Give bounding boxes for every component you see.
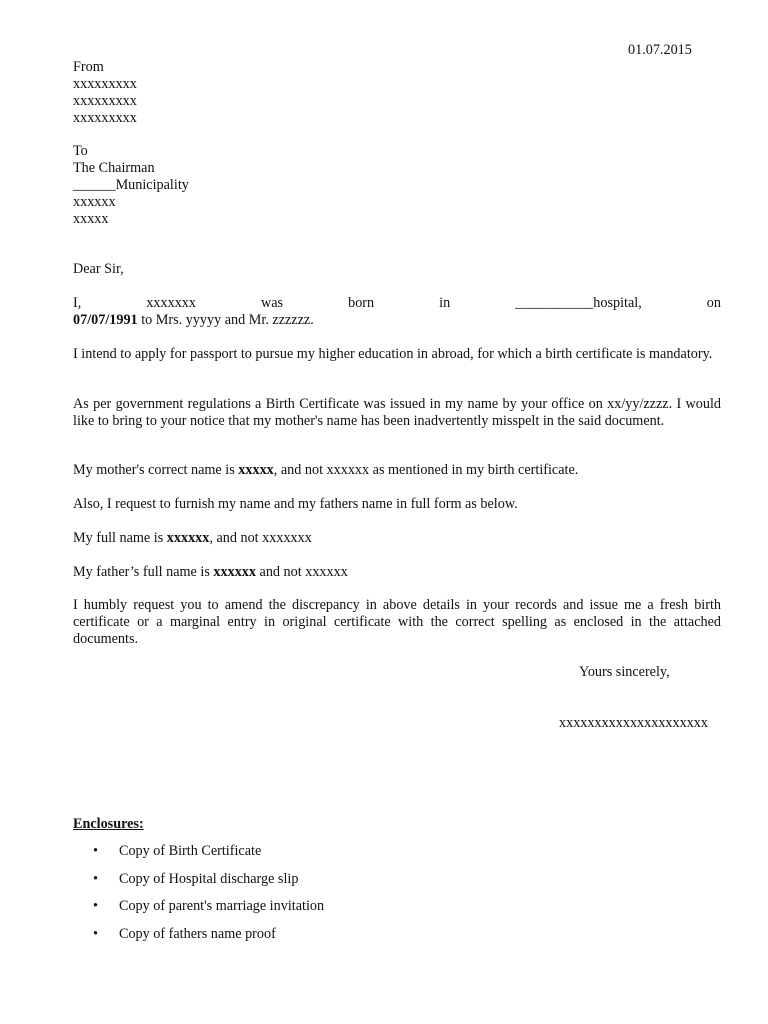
signature: xxxxxxxxxxxxxxxxxxxxx (559, 715, 708, 731)
para1-word: xxxxxxx (146, 295, 196, 311)
enclosures-heading-text: Enclosures (73, 816, 139, 832)
enclosure-text: Copy of parent's marriage invitation (119, 898, 325, 915)
para1-word: was (261, 295, 284, 311)
to-label: To (73, 143, 88, 159)
text-span: , and not xxxxxxx (209, 530, 312, 546)
paragraph-request: Also, I request to furnish my name and my fathers name in full form as below. (73, 496, 518, 512)
para1-word: on (706, 295, 721, 311)
father-name-bold: xxxxxx (213, 564, 256, 580)
date-of-birth: 07/07/1991 (73, 312, 138, 328)
parents-text: to Mrs. yyyyy and Mr. zzzzzz. (137, 312, 314, 328)
paragraph-father-name (73, 564, 348, 581)
bullet-icon: • (93, 925, 98, 942)
enclosure-text: Copy of Hospital discharge slip (119, 870, 299, 887)
para1-word: I, (73, 295, 82, 311)
letter-date: 01.07.2015 (628, 42, 692, 58)
salutation: Dear Sir, (73, 261, 124, 277)
enclosure-text: Copy of Birth Certificate (119, 843, 262, 859)
paragraph-regulations: As per government regulations a Birth Certificate was issued in my name by your office on xx/yy/zzzz. I would like to bring to your notice that my mother's name has been inadvertently misspelt in the said document. (73, 396, 721, 429)
from-line: xxxxxxxxx (73, 110, 137, 126)
to-line: xxxxx (73, 211, 109, 227)
to-line: The Chairman (73, 160, 155, 176)
para1-word: in (439, 295, 451, 311)
para1-word: ___________hospital, (515, 295, 642, 311)
paragraph-birth-line-2 (73, 312, 314, 329)
mother-name-bold: xxxxx (238, 462, 274, 478)
paragraph-intent: I intend to apply for passport to pursue my higher education in abroad, for which a birth certificate is mandatory. (73, 346, 713, 362)
text-span: My full name is (73, 530, 167, 546)
enclosure-text: Copy of fathers name proof (119, 925, 276, 942)
closing: Yours sincerely, (579, 664, 670, 680)
bullet-icon: • (93, 870, 98, 887)
text-span: My mother's correct name is (73, 462, 239, 478)
para1-word: born (348, 295, 375, 311)
full-name-bold: xxxxxx (166, 530, 210, 546)
bullet-icon: • (93, 843, 98, 859)
paragraph-mother-name (73, 462, 578, 479)
from-line: xxxxxxxxx (73, 76, 137, 92)
to-line: ______Municipality (73, 177, 189, 193)
text-span: and not xxxxxx (255, 564, 348, 580)
from-label: From (73, 59, 104, 75)
from-line: xxxxxxxxx (73, 93, 137, 109)
enclosures-heading (73, 816, 144, 833)
text-span: My father’s full name is (73, 564, 214, 580)
to-line: xxxxxx (73, 194, 116, 210)
paragraph-birth-line (73, 295, 721, 312)
enclosures-colon: : (138, 816, 144, 832)
text-span: , and not xxxxxx as mentioned in my birth certificate. (273, 462, 579, 478)
paragraph-full-name (73, 530, 312, 547)
paragraph-amend-request: I humbly request you to amend the discrepancy in above details in your records and issue me a fresh birth certificate or a marginal entry in original certificate with the correct spelling as enclosed in the attached documents. (73, 597, 721, 647)
bullet-icon: • (93, 898, 98, 915)
